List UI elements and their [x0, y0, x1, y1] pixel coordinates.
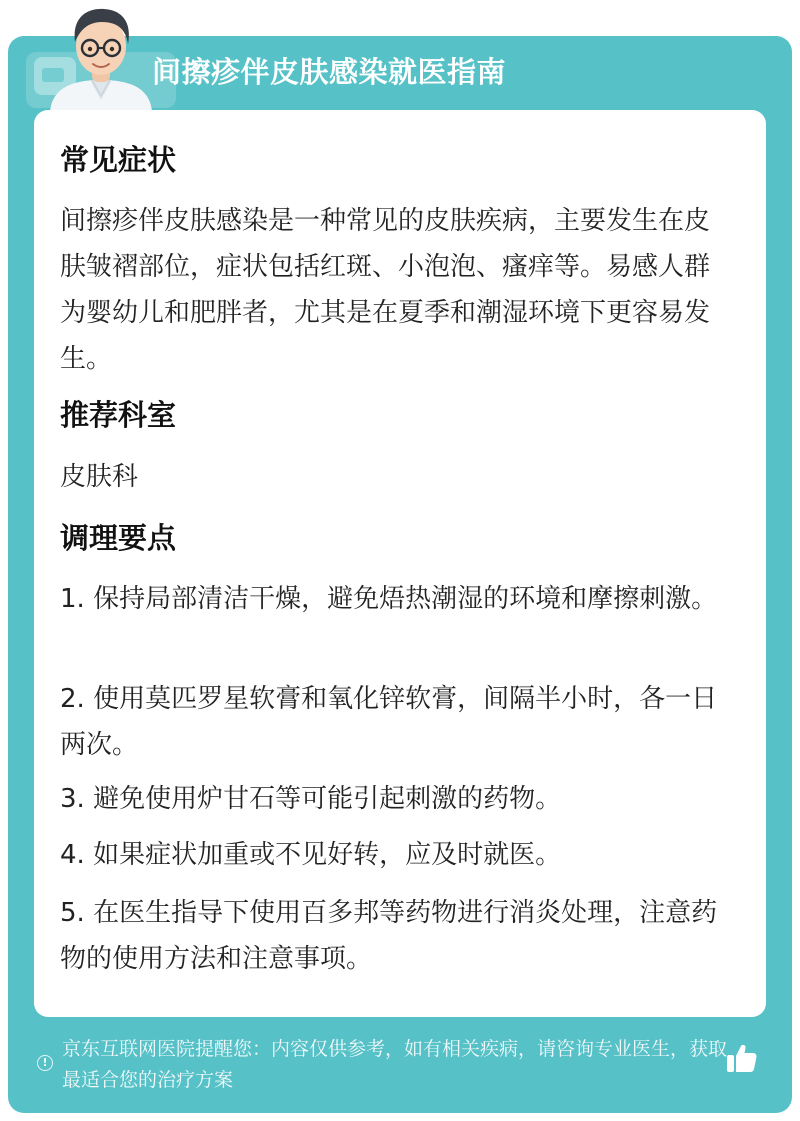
page-title: 间擦疹伴皮肤感染就医指南 — [152, 55, 507, 89]
care-item: 5. 在医生指导下使用百多邦等药物进行消炎处理，注意药物的使用方法和注意事项。 — [60, 898, 718, 974]
info-icon: ! — [37, 1055, 53, 1071]
disclaimer-text: 京东互联网医院提醒您：内容仅供参考，如有相关疾病，请咨询专业医生，获取最适合您的治疗方案 — [62, 1038, 728, 1091]
department-text: 皮肤科 — [60, 462, 139, 492]
care-heading: 调理要点 — [60, 521, 177, 555]
symptoms-text: 间擦疹伴皮肤感染是一种常见的皮肤疾病，主要发生在皮肤皱褶部位，症状包括红斑、小泡泡、瘙痒等。易感人群为婴幼儿和肥胖者，尤其是在夏季和潮湿环境下更容易发生。 — [60, 206, 711, 374]
care-item: 3. 避免使用炉甘石等可能引起刺激的药物。 — [60, 784, 562, 814]
care-item: 1. 保持局部清洁干燥，避免焐热潮湿的环境和摩擦刺激。 — [60, 584, 718, 614]
department-heading: 推荐科室 — [60, 398, 177, 432]
doctor-avatar-icon — [42, 0, 160, 112]
thumbs-up-icon[interactable] — [724, 1040, 760, 1076]
care-item: 4. 如果症状加重或不见好转，应及时就医。 — [60, 840, 562, 870]
symptoms-heading: 常见症状 — [60, 143, 177, 177]
care-item: 2. 使用莫匹罗星软膏和氧化锌软膏，间隔半小时，各一日两次。 — [60, 684, 718, 760]
